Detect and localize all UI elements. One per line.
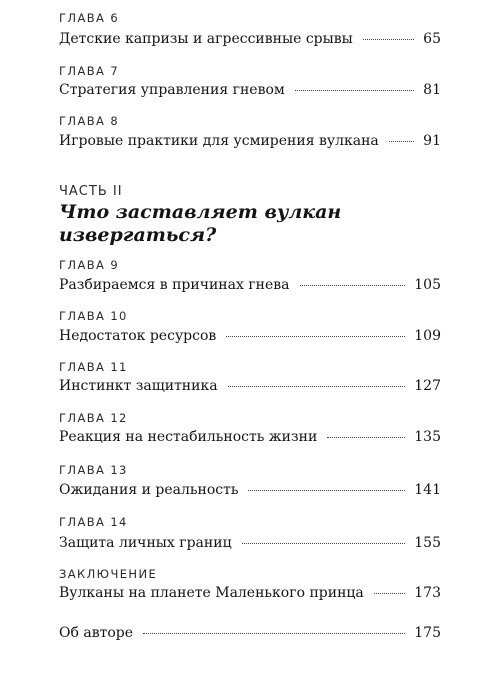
chapter-6-title: Детские капризы и агрессивные срывы [59, 31, 353, 47]
dot-leader [295, 90, 414, 91]
toc-entry-conclusion[interactable] [59, 585, 441, 601]
chapter-12-label: ГЛАВА 12 [59, 411, 128, 425]
chapter-8-page: 91 [423, 133, 441, 149]
dot-leader [389, 141, 414, 142]
dot-leader [143, 633, 405, 634]
dot-leader [248, 490, 405, 491]
conclusion-title: Вулканы на планете Маленького принца [59, 585, 364, 601]
chapter-10-label: ГЛАВА 10 [59, 309, 128, 323]
part-2-label: ЧАСТЬ II [59, 184, 123, 199]
toc-entry-chapter-12[interactable] [59, 429, 441, 445]
about-author-page: 175 [414, 625, 441, 641]
chapter-11-label: ГЛАВА 11 [59, 360, 128, 374]
chapter-7-page: 81 [423, 82, 441, 98]
chapter-9-page: 105 [414, 277, 441, 293]
toc-entry-chapter-7[interactable] [59, 82, 441, 98]
chapter-13-label: ГЛАВА 13 [59, 463, 128, 477]
chapter-10-title: Недостаток ресурсов [59, 328, 217, 344]
chapter-9-title: Разбираемся в причинах гнева [59, 277, 290, 293]
toc-entry-chapter-6[interactable] [59, 31, 441, 47]
chapter-14-title: Защита личных границ [59, 535, 232, 551]
about-author-title: Об авторе [59, 625, 134, 641]
dot-leader [242, 543, 406, 544]
dot-leader [327, 437, 405, 438]
chapter-6-label: ГЛАВА 6 [59, 11, 120, 25]
chapter-14-label: ГЛАВА 14 [59, 515, 128, 529]
chapter-13-page: 141 [414, 482, 441, 498]
chapter-14-page: 155 [414, 535, 441, 551]
toc-entry-about-author[interactable] [59, 625, 441, 641]
toc-entry-chapter-8[interactable] [59, 133, 441, 149]
toc-entry-chapter-14[interactable] [59, 535, 441, 551]
dot-leader [300, 285, 406, 286]
dot-leader [363, 39, 414, 40]
toc-entry-chapter-9[interactable] [59, 277, 441, 293]
conclusion-label: ЗАКЛЮЧЕНИЕ [59, 567, 158, 581]
chapter-8-label: ГЛАВА 8 [59, 114, 120, 128]
chapter-13-title: Ожидания и реальность [59, 482, 239, 498]
chapter-8-title: Игровые практики для усмирения вулкана [59, 133, 379, 149]
chapter-6-page: 65 [423, 31, 441, 47]
chapter-11-title: Инстинкт защитника [59, 378, 218, 394]
part-2-title [59, 201, 359, 247]
chapter-7-label: ГЛАВА 7 [59, 64, 120, 78]
part-2-title-line-1: Что заставляет вулкан [59, 201, 342, 223]
chapter-9-label: ГЛАВА 9 [59, 258, 120, 272]
conclusion-page: 173 [414, 585, 441, 601]
chapter-11-page: 127 [414, 378, 441, 394]
dot-leader [226, 336, 405, 337]
part-2-title-line-2: извергаться? [59, 224, 217, 246]
toc-entry-chapter-13[interactable] [59, 482, 441, 498]
chapter-12-title: Реакция на нестабильность жизни [59, 429, 318, 445]
toc-entry-chapter-11[interactable] [59, 378, 441, 394]
chapter-10-page: 109 [414, 328, 441, 344]
chapter-12-page: 135 [414, 429, 441, 445]
dot-leader [374, 593, 406, 594]
chapter-7-title: Стратегия управления гневом [59, 82, 285, 98]
toc-entry-chapter-10[interactable] [59, 328, 441, 344]
dot-leader [228, 386, 406, 387]
